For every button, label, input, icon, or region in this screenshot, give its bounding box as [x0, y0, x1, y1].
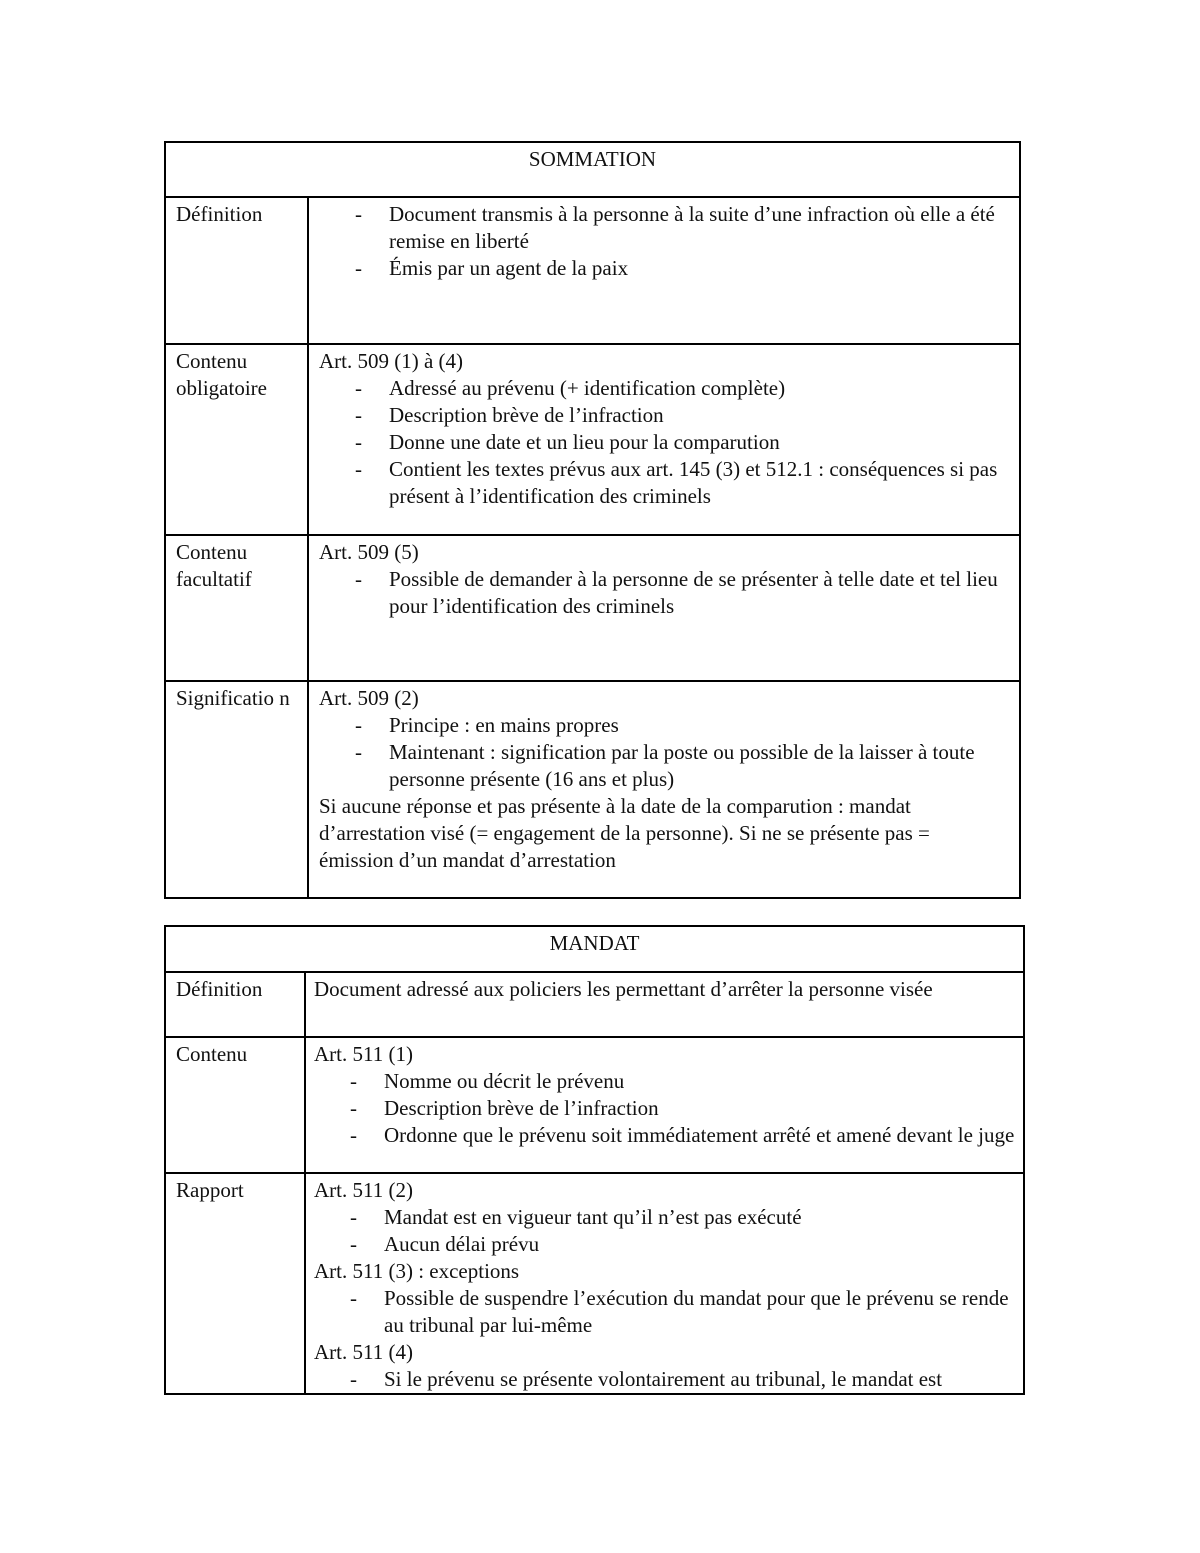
- mandat-table: [164, 925, 1025, 1395]
- list-item: - Document transmis à la personne à la suite d’une infraction où elle a été remise en liberté: [319, 201, 1009, 255]
- article-reference: Art. 509 (5): [319, 540, 419, 564]
- list-item: - Émis par un agent de la paix: [319, 255, 1009, 282]
- article-reference: Art. 509 (1) à (4): [319, 349, 464, 373]
- mandat-title: MANDAT: [165, 926, 1024, 972]
- list-item: - Description brève de l’infraction: [319, 402, 1009, 429]
- sommation-title: SOMMATION: [165, 142, 1020, 197]
- list-item: - Maintenant : signification par la poste ou possible de la laisser à toute personne présente (16 ans et plus): [319, 739, 1009, 793]
- row-label-contenu-facultatif: Contenu facultatif: [165, 535, 308, 681]
- article-reference: Art. 511 (4): [314, 1340, 413, 1364]
- list-item: - Contient les textes prévus aux art. 145 (3) et 512.1 : conséquences si pas présent à l’identification des criminels: [319, 456, 1009, 510]
- row-label-signification: Significatio n: [165, 681, 308, 898]
- list-item: - Principe : en mains propres: [319, 712, 1009, 739]
- table-row: [165, 1173, 1024, 1394]
- bullet-list: [314, 1366, 1017, 1393]
- table-row: [165, 197, 1020, 344]
- bullet-list: [319, 566, 1009, 620]
- row-content-definition: [308, 197, 1020, 344]
- bullet-list: [314, 1068, 1017, 1149]
- table-row: [165, 1037, 1024, 1173]
- table-row: [165, 344, 1020, 535]
- article-reference: Art. 511 (1): [314, 1042, 413, 1066]
- row-content-contenu-obligatoire: [308, 344, 1020, 535]
- list-item: - Description brève de l’infraction: [314, 1095, 1017, 1122]
- bullet-list: [319, 375, 1009, 510]
- row-label-definition: Définition: [165, 972, 305, 1037]
- paragraph: Si aucune réponse et pas présente à la date de la comparution : mandat d’arrestation visé (= engagement de la personne). Si ne se présente pas = émission d’un mandat d’arrestation: [319, 794, 930, 872]
- bullet-list: [319, 201, 1009, 282]
- bullet-list: [319, 712, 1009, 793]
- list-item: - Donne une date et un lieu pour la comparution: [319, 429, 1009, 456]
- row-label-contenu: Contenu: [165, 1037, 305, 1173]
- table-row: [165, 681, 1020, 898]
- bullet-list: [314, 1285, 1017, 1339]
- bullet-list: [314, 1204, 1017, 1258]
- row-label-rapport: Rapport: [165, 1173, 305, 1394]
- row-content-definition: [305, 972, 1024, 1037]
- row-content-contenu: [305, 1037, 1024, 1173]
- list-item: - Possible de demander à la personne de se présenter à telle date et tel lieu pour l’identification des criminels: [319, 566, 1009, 620]
- sommation-table: [164, 141, 1021, 899]
- row-label-definition: Définition: [165, 197, 308, 344]
- paragraph: Document adressé aux policiers les permettant d’arrêter la personne visée: [314, 977, 933, 1001]
- table-row: [165, 535, 1020, 681]
- list-item: - Si le prévenu se présente volontairement au tribunal, le mandat est: [314, 1366, 1017, 1393]
- table-row: [165, 972, 1024, 1037]
- article-reference: Art. 509 (2): [319, 686, 419, 710]
- list-item: - Aucun délai prévu: [314, 1231, 1017, 1258]
- list-item: - Adressé au prévenu (+ identification complète): [319, 375, 1009, 402]
- list-item: - Possible de suspendre l’exécution du mandat pour que le prévenu se rende au tribunal par lui-même: [314, 1285, 1017, 1339]
- article-reference: Art. 511 (2): [314, 1178, 413, 1202]
- list-item: - Nomme ou décrit le prévenu: [314, 1068, 1017, 1095]
- row-content-signification: [308, 681, 1020, 898]
- row-label-contenu-obligatoire: Contenu obligatoire: [165, 344, 308, 535]
- article-reference: Art. 511 (3) : exceptions: [314, 1259, 520, 1283]
- row-content-rapport: [305, 1173, 1024, 1394]
- list-item: - Mandat est en vigueur tant qu’il n’est pas exécuté: [314, 1204, 1017, 1231]
- list-item: - Ordonne que le prévenu soit immédiatement arrêté et amené devant le juge: [314, 1122, 1017, 1149]
- row-content-contenu-facultatif: [308, 535, 1020, 681]
